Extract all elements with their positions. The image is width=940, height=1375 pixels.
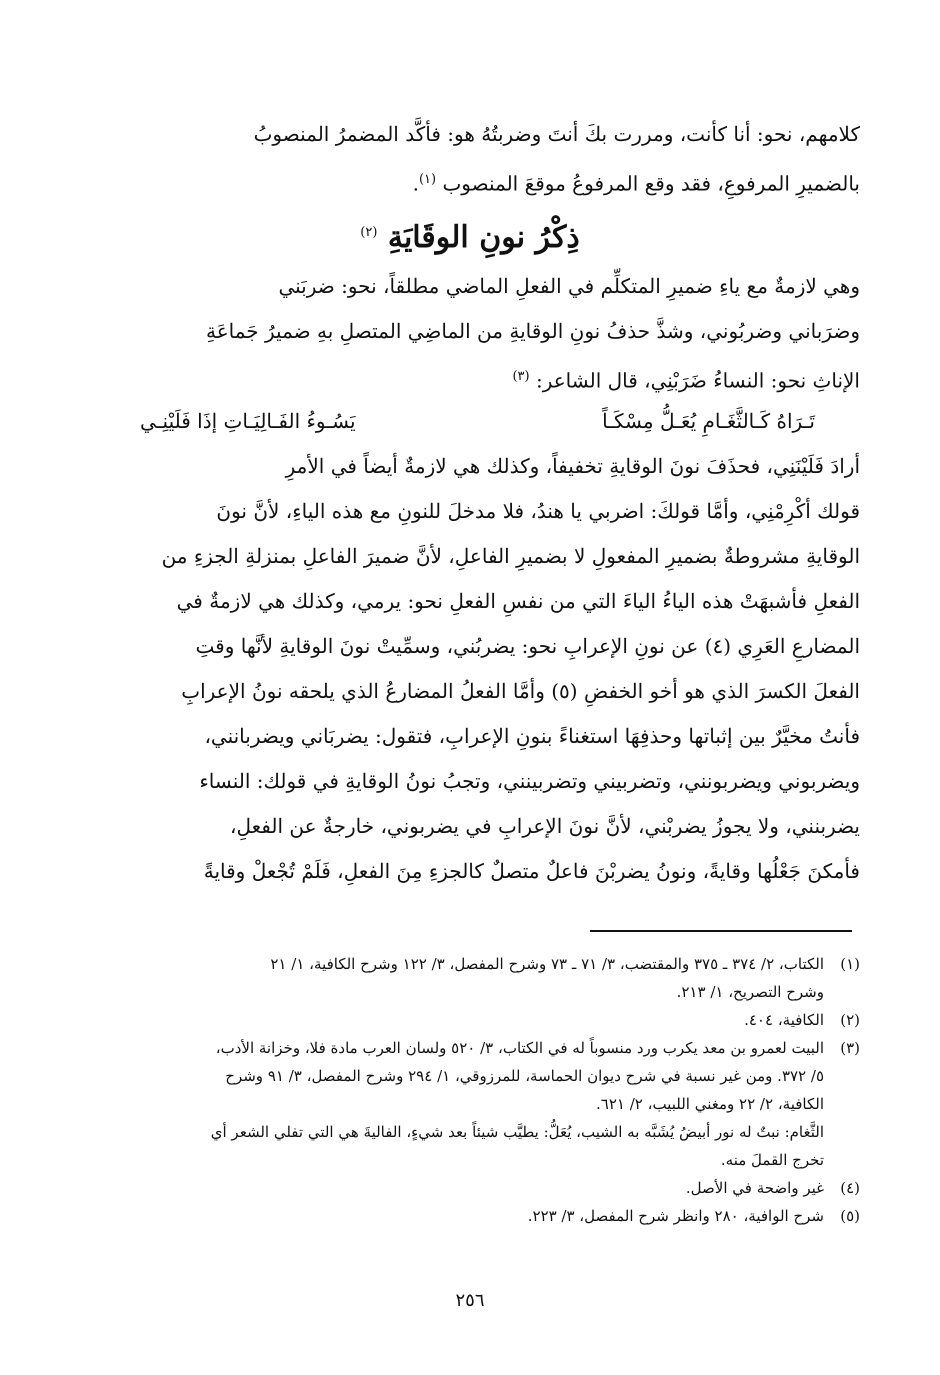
- text-line-content: الإناثِ نحو: النساءُ ضَرَبْنِي، قال الشاعر:: [535, 368, 860, 393]
- text-line: المضارعِ العَرِي (٤) عن نونِ الإعرابِ نحو: يضربُني، وسمِّيتْ نونَ الوقايةِ لأنَّها وقتِ: [195, 634, 860, 658]
- text-line: وضرَباني وضربُوني، وشذَّ حذفُ نونِ الوقايةِ من الماضِي المتصلِ بهِ ضميرُ جَماعَةِ: [205, 319, 860, 343]
- heading-text: ذِكْرُ نونِ الوقَايَةِ: [387, 220, 580, 255]
- text-line: الفعلِ فأشبهَتْ هذه الياءُ الياءَ التي من نفسِ الفعلِ نحو: يرمي، وكذلك هي لازمةٌ في: [176, 589, 860, 613]
- page-number: ٢٥٦: [455, 1290, 485, 1311]
- footnote-number: (٢): [840, 1011, 860, 1029]
- footnote-line: وشرح التصريح، ١/ ٢١٣.: [676, 983, 824, 1001]
- footnote-line: الثَّغام: نبتٌ له نور أبيضُ يُشَبَّه به الشيب، يُعَلُّ: يطيَّب شيئاً بعد شيءٍ، الفاليةَ هي التي تفلي الشعر أي: [210, 1123, 824, 1141]
- footnote-item: [80, 950, 860, 1006]
- text-line: الفعلَ الكسرَ الذي هو أخو الخفضِ (٥) وأمَّا الفعلُ المضارعُ الذي يلحقه نونُ الإعرابِ: [181, 679, 860, 703]
- footnote-line: ٥/ ٣٧٢. ومن غير نسبة في شرح ديوان الحماسة، للمرزوقي، ١/ ٢٩٤ وشرح المفصل، ٣/ ٩١ وشرح: [225, 1067, 824, 1085]
- footnote-item: [80, 1034, 860, 1174]
- footnote-text: [80, 950, 824, 1006]
- section-heading: [80, 202, 860, 264]
- footnote-line: غير واضحة في الأصل.: [685, 1179, 824, 1197]
- text-line: قولك أكْرِمْنِي، وأمَّا قولكَ: اضربي يا هندُ، فلا مدخلَ للنونِ مع هذه الياءِ، لأنَّ نونَ: [216, 499, 860, 523]
- footnote-number: (٤): [840, 1179, 860, 1197]
- text-line: ويضربوني ويضربونني، وتضربيني وتضربينني، وتجبُ نونُ الوقايةِ في قولك: النساء: [199, 769, 860, 793]
- footnote-number: (٣): [840, 1039, 860, 1057]
- footnote-ref[interactable]: (١): [418, 172, 437, 187]
- footnote-line: البيت لعمرو بن معد يكرب ورد منسوباً له في الكتاب، ٣/ ٥٢٠ ولسان العرب مادة فلا، وخزانة الأدب،: [215, 1039, 824, 1057]
- footnote-separator: [590, 930, 852, 932]
- footnote-number: (١): [840, 955, 860, 973]
- footnote-line: تخرج القملَ منه.: [720, 1151, 824, 1169]
- footnote-item: [80, 1006, 860, 1034]
- footnote-item: [80, 1202, 860, 1230]
- footnote-text: [80, 1034, 824, 1174]
- footnote-ref[interactable]: (٣): [512, 369, 530, 384]
- footnote-line: شرح الوافية، ٢٨٠ وانظر شرح المفصل، ٣/ ٢٢٣.: [527, 1207, 824, 1225]
- footnote-line: الكافية، ٤٠٤.: [744, 1011, 824, 1029]
- footnote-text: [80, 1174, 824, 1202]
- footnote-text: [80, 1006, 824, 1034]
- text-line: كلامهم، نحو: أنا كأنت، ومررت بكَ أنتَ وضربتُهُ هو: فأكَّد المضمرُ المنصوبُ: [253, 122, 860, 146]
- text-line: بالضميرِ المرفوعِ، فقد وقع المرفوعُ موقعَ المنصوب $^{(١)}$.: [412, 171, 860, 196]
- text-line: وهي لازمةٌ مع ياءِ ضميرِ المتكلِّم في الفعلِ الماضي مطلقاً، نحو: ضربَني: [278, 274, 860, 298]
- main-text: [80, 112, 860, 894]
- footnote-line: الكتاب، ٢/ ٣٧٤ ـ ٣٧٥ والمقتضب، ٣/ ٧١ ـ ٧٣ وشرح المفصل، ٣/ ١٢٢ وشرح الكافية، ١/ ٢١: [270, 955, 824, 973]
- footnotes: [80, 950, 860, 1230]
- text-line: فأنتُ مخيَّرٌ بين إثباتها وحذفِهَا استغناءً بنونِ الإعرابِ، فتقول: يضربَاني ويضربانني،: [204, 724, 860, 748]
- footnote-item: [80, 1174, 860, 1202]
- footnote-number: (٥): [840, 1207, 860, 1225]
- text-line: يضربنني، ولا يجوزُ يضربْني، لأنَّ نونَ الإعرابِ في يضربوني، خارجةٌ عن الفعلِ،: [230, 814, 860, 838]
- verse-first-hemistich: تَـرَاهُ كَـالثَّغَـامِ يُعَـلُّ مِسْكَـاً: [602, 409, 815, 433]
- text-line-content: بالضميرِ المرفوعِ، فقد وقع المرفوعُ موقعَ المنصوب: [442, 171, 860, 196]
- footnote-line: الكافية، ٢/ ٢٢ ومغني اللبيب، ٢/ ٦٢١.: [596, 1095, 824, 1113]
- text-line: فأمكنَ جَعْلُها وقايةً، ونونُ يضربْنَ فاعلٌ متصلٌ كالجزءِ مِنَ الفعلِ، فَلَمْ تُجْعلْ وقايةً: [203, 859, 860, 883]
- verse-second-hemistich: يَسُـوءُ الفَـالِيَـاتِ إذَا فَلَيْنِـي: [140, 409, 356, 433]
- footnote-text: [80, 1202, 824, 1230]
- footnote-ref[interactable]: (٢): [360, 225, 378, 240]
- text-line: [80, 354, 860, 399]
- text-line: الوقايةِ مشروطةٌ بضميرِ المفعولِ لا بضميرِ الفاعلِ، لأنَّ ضميرَ الفاعلِ بمنزلةِ الجزءِ من: [161, 544, 860, 568]
- text-line: أرادَ فَلَيْنَنِي، فحذَفَ نونَ الوقايةِ تخفيفاً، وكذلك هي لازمةٌ أيضاً في الأمرِ: [285, 454, 860, 478]
- poetry-verse: [80, 399, 860, 444]
